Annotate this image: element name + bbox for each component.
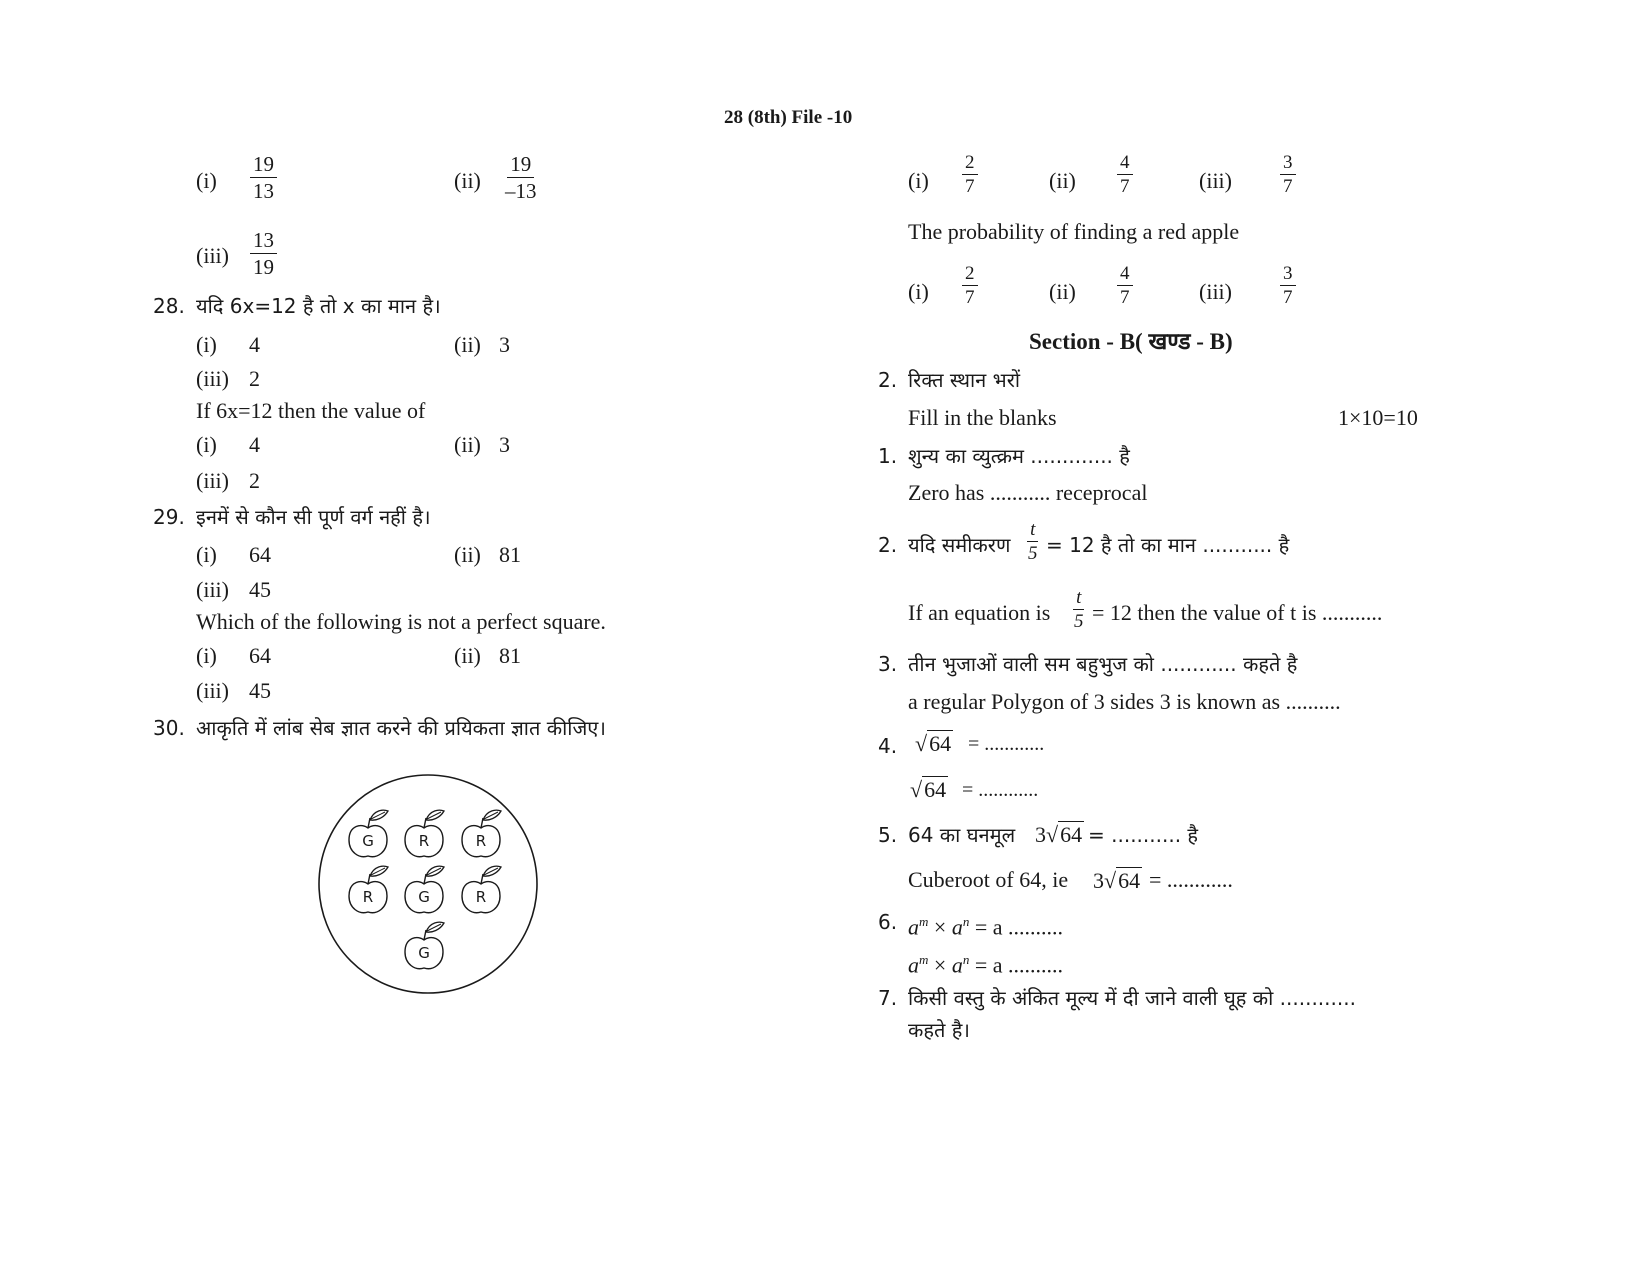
question-text-english: Which of the following is not a perfect square. <box>196 609 606 634</box>
expression-blank: = a .......... <box>974 914 1063 940</box>
fraction-numerator: 2 <box>962 152 978 175</box>
cube-root-expression: 3√64 <box>1093 868 1141 893</box>
option-label: (ii) <box>454 332 481 357</box>
option-value: 2 <box>249 366 260 391</box>
option-value: 81 <box>499 643 521 668</box>
page-header: 28 (8th) File -10 <box>724 107 853 128</box>
option-value: 3 <box>499 432 510 457</box>
item-text-english: Zero has ........... receprocal <box>908 480 1148 505</box>
question-text-hindi: यदि 6x=12 है तो x का मान है। <box>196 294 441 318</box>
option-label: (iii) <box>196 577 229 602</box>
option-value: 4 <box>249 332 260 357</box>
exponent-expression: $a^m \times a^n = a$ .......... <box>908 952 1063 978</box>
option-label: (iii) <box>196 678 229 703</box>
option-label: (i) <box>196 643 217 668</box>
item-text-english-pre: Cuberoot of 64, ie <box>908 867 1069 892</box>
apple-icon <box>462 810 501 857</box>
apple-basket-figure <box>316 770 542 1000</box>
fraction-denominator: 7 <box>1283 176 1293 197</box>
fraction-denominator: 7 <box>965 176 975 197</box>
marks: 1×10=10 <box>1338 405 1418 430</box>
cube-root-expression: 3√64 <box>1035 822 1083 847</box>
item-text-hindi: किसी वस्तु के अंकित मूल्य में दी जाने वाली घूह को ............ <box>908 986 1356 1010</box>
option-label: (ii) <box>1049 279 1076 304</box>
option-fraction <box>1117 263 1133 308</box>
option-label: (iii) <box>196 366 229 391</box>
question-text-english: If 6x=12 then the value of <box>196 398 426 423</box>
option-label: (ii) <box>1049 168 1076 193</box>
item-text-hindi-post: = 12 है तो का मान ........... है <box>1046 533 1290 557</box>
apple-icon <box>405 810 444 857</box>
apple-label: G <box>362 832 374 850</box>
radicand: 64 <box>1118 868 1141 893</box>
fraction-numerator: 4 <box>1117 263 1133 286</box>
option-fraction <box>1117 152 1133 197</box>
fraction-numerator: 13 <box>250 228 277 254</box>
fraction-denominator: 5 <box>1028 543 1038 564</box>
item-number: 1. <box>878 444 898 468</box>
question-number: 2. <box>878 368 898 392</box>
option-value: 45 <box>249 678 271 703</box>
option-label: (ii) <box>454 432 481 457</box>
question-text-hindi: आकृति में लांब सेब ज्ञात करने की प्रयिकता ज्ञात कीजिए। <box>196 716 606 740</box>
radicand: 64 <box>929 731 952 756</box>
option-fraction <box>1280 152 1296 197</box>
option-fraction <box>250 152 277 203</box>
section-title: Section - B( खण्ड - B) <box>1029 329 1233 354</box>
exponent-expression: $a^m \times a^n = a$ .......... <box>908 914 1063 940</box>
item-number: 6. <box>878 910 898 934</box>
apple-icon <box>349 866 388 913</box>
item-blank: = ............ <box>968 733 1045 755</box>
apple-label: R <box>475 888 487 906</box>
fraction-numerator: 4 <box>1117 152 1133 175</box>
radicand: 64 <box>1060 822 1083 847</box>
item-number: 4. <box>878 734 898 758</box>
apple-icon <box>349 810 388 857</box>
item-text-hindi-pre: यदि समीकरण <box>908 533 1011 557</box>
fraction-denominator: 7 <box>1283 287 1293 308</box>
question-text-hindi: इनमें से कौन सी पूर्ण वर्ग नहीं है। <box>196 505 431 529</box>
radicand: 64 <box>924 777 947 802</box>
fraction-numerator: 3 <box>1280 152 1296 175</box>
item-text-english-pre: If an equation is <box>908 600 1051 625</box>
item-text-english-post: = ............ <box>1149 867 1233 892</box>
fraction-numerator: 19 <box>507 152 534 178</box>
square-root-expression: √64 <box>910 777 947 802</box>
item-text-hindi-pre: 64 का घनमूल <box>908 823 1016 847</box>
option-label: (iii) <box>1199 279 1232 304</box>
item-text-hindi: शुन्य का व्युत्क्रम ............. है <box>908 444 1130 468</box>
option-label: (i) <box>196 432 217 457</box>
item-number: 2. <box>878 533 898 557</box>
fraction-denominator: 19 <box>253 255 274 279</box>
option-value: 3 <box>499 332 510 357</box>
apple-label: G <box>418 888 430 906</box>
option-label: (iii) <box>1199 168 1232 193</box>
question-number: 29. <box>153 505 185 529</box>
apple-label: R <box>475 832 487 850</box>
option-label: (i) <box>908 279 929 304</box>
apple-icon <box>405 866 444 913</box>
option-value: 64 <box>249 542 271 567</box>
option-label: (i) <box>196 332 217 357</box>
option-value: 4 <box>249 432 260 457</box>
root-index: 3 <box>1035 822 1046 847</box>
option-label: (ii) <box>454 643 481 668</box>
option-label: (iii) <box>196 243 229 268</box>
question-number: 30. <box>153 716 185 740</box>
option-value: 64 <box>249 643 271 668</box>
option-label: (i) <box>908 168 929 193</box>
option-value: 45 <box>249 577 271 602</box>
fraction-numerator: 19 <box>250 152 277 178</box>
item-number: 3. <box>878 652 898 676</box>
fraction-denominator: 7 <box>1120 287 1130 308</box>
option-fraction <box>962 263 978 308</box>
option-label: (i) <box>196 542 217 567</box>
fraction-numerator: t <box>1027 519 1038 542</box>
apple-label: R <box>418 832 430 850</box>
item-text-english-post: = 12 then the value of t is ........... <box>1092 600 1383 625</box>
apple-label: G <box>418 944 430 962</box>
item-number: 5. <box>878 823 898 847</box>
fraction-denominator: –13 <box>505 179 537 203</box>
fraction-denominator: 13 <box>253 179 274 203</box>
apple-icon <box>405 922 444 969</box>
item-text-hindi: तीन भुजाओं वाली सम बहुभुज को ............ कहते है <box>908 652 1298 676</box>
option-label: (ii) <box>454 542 481 567</box>
fraction-denominator: 7 <box>1120 176 1130 197</box>
question-number: 28. <box>153 294 185 318</box>
option-fraction <box>962 152 978 197</box>
item-text-hindi-continued: कहते है। <box>908 1018 970 1042</box>
item-number: 7. <box>878 986 898 1010</box>
option-fraction <box>250 228 277 279</box>
fraction-numerator: 2 <box>962 263 978 286</box>
fraction-denominator: 7 <box>965 287 975 308</box>
equation-fraction <box>1071 587 1087 632</box>
option-label: (i) <box>196 168 217 193</box>
item-text-hindi-post: = ........... है <box>1088 823 1199 847</box>
option-fraction <box>1280 263 1296 308</box>
question-text-english: Fill in the blanks <box>908 405 1057 430</box>
option-fraction <box>502 152 540 203</box>
square-root-expression: √64 <box>915 731 952 756</box>
item-text-english: a regular Polygon of 3 sides 3 is known as .......... <box>908 689 1341 714</box>
root-index: 3 <box>1093 868 1104 893</box>
expression-blank: = a .......... <box>974 952 1063 978</box>
question-text-hindi: रिक्त स्थान भरों <box>908 368 1021 392</box>
apple-label: R <box>362 888 374 906</box>
question-text-english: The probability of finding a red apple <box>908 219 1240 244</box>
fraction-denominator: 5 <box>1074 611 1084 632</box>
option-value: 81 <box>499 542 521 567</box>
option-label: (iii) <box>196 468 229 493</box>
item-blank: = ............ <box>962 779 1039 801</box>
fraction-numerator: 3 <box>1280 263 1296 286</box>
apple-icon <box>462 866 501 913</box>
fraction-numerator: t <box>1073 587 1084 610</box>
option-value: 2 <box>249 468 260 493</box>
equation-fraction <box>1025 519 1041 564</box>
option-label: (ii) <box>454 168 481 193</box>
